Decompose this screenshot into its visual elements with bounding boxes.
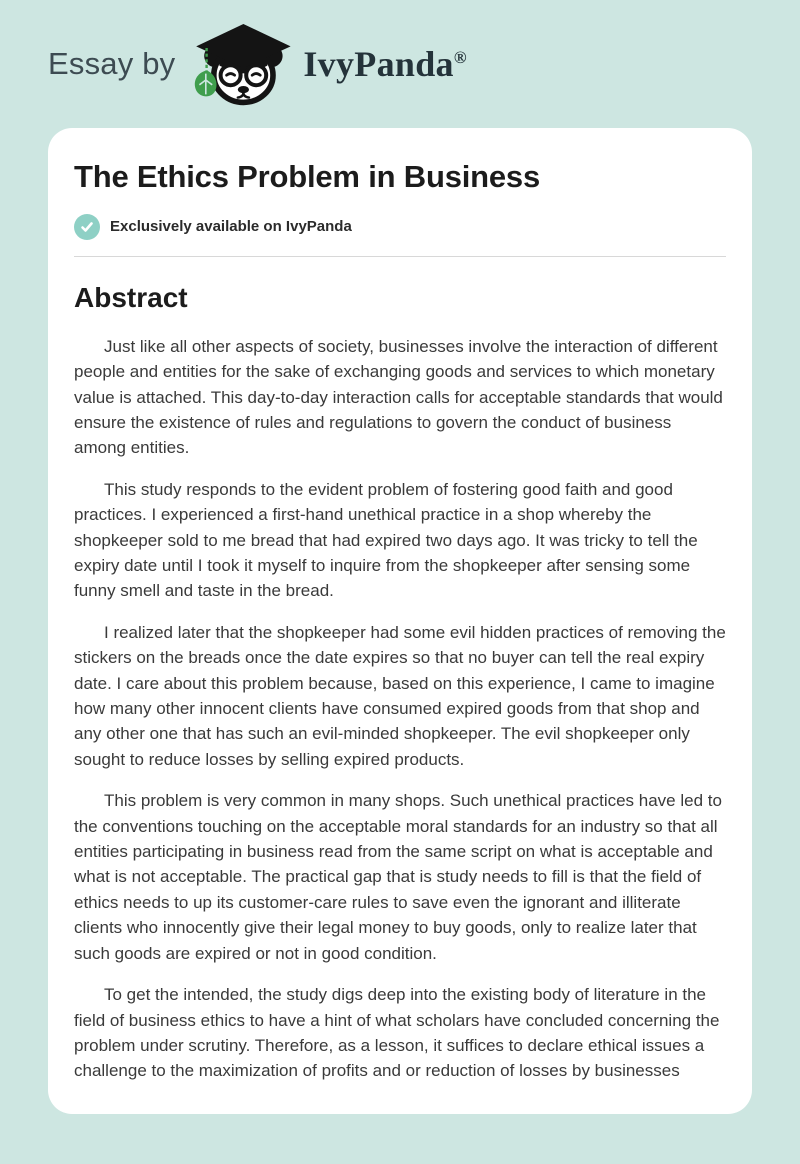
paragraph-1: Just like all other aspects of society, businesses involve the interaction of different people and entities for the sake of exchanging goods and services to which monetary value is attached. This day-to-day interaction calls for acceptable standards that would ensure the existence of rules and regulations to govern the conduct of business among entities. (74, 336, 723, 458)
ivypanda-panda-logo-icon (189, 20, 293, 108)
check-icon (74, 214, 100, 240)
brand-wordmark (303, 43, 466, 85)
registered-mark: ® (453, 48, 467, 67)
exclusive-badge (74, 214, 726, 240)
essay-body (74, 334, 726, 1084)
paragraph-4: This problem is very common in many shops. Such unethical practices have led to the conventions touching on the acceptable moral standards for an industry so that all entities participating in business read from the same script on what is acceptable and what is not acceptable. The practical gap that is study needs to fill is that the field of ethics needs to up its customer-care rules to save even the ignorant and illiterate clients who innocently give their legal money to buy goods, only to realize later that such goods are expired or not in good condition. (74, 791, 722, 963)
essay-by-label: Essay by (48, 46, 176, 81)
brand-name: IvyPanda (303, 44, 454, 84)
header (0, 0, 800, 128)
essay-card (48, 128, 752, 1114)
page-title: The Ethics Problem in Business (74, 159, 541, 194)
paragraph-3: I realized later that the shopkeeper had some evil hidden practices of removing the stickers on the breads once the date expires so that no buyer can tell the real expiry date. I care about this problem because, based on this experience, I came to imagine how many other innocent clients have consumed expired goods from that shop and any other one that has such an evil-minded shopkeeper. The evil shopkeeper only sought to reduce losses by selling expired products. (74, 622, 726, 769)
divider (74, 256, 726, 257)
exclusive-badge-label: Exclusively available on IvyPanda (110, 218, 352, 236)
paragraph-5: To get the intended, the study digs deep into the existing body of literature in the field of business ethics to have a hint of what scholars have concluded concerning the problem under scrutiny. Therefore, as a lesson, it suffices to declare ethical issues a challenge to the maximization of profits and or reduction of losses by businesses (74, 985, 720, 1081)
section-heading-abstract: Abstract (74, 281, 188, 313)
paragraph-2: This study responds to the evident problem of fostering good faith and good practices. I experienced a first-hand unethical practice in a shop whereby the shopkeeper sold to me bread that had expired two days ago. It was tricky to tell the expiry date until I took it myself to inquire from the shopkeeper after sensing some funny smell and taste in the bread. (74, 479, 698, 601)
